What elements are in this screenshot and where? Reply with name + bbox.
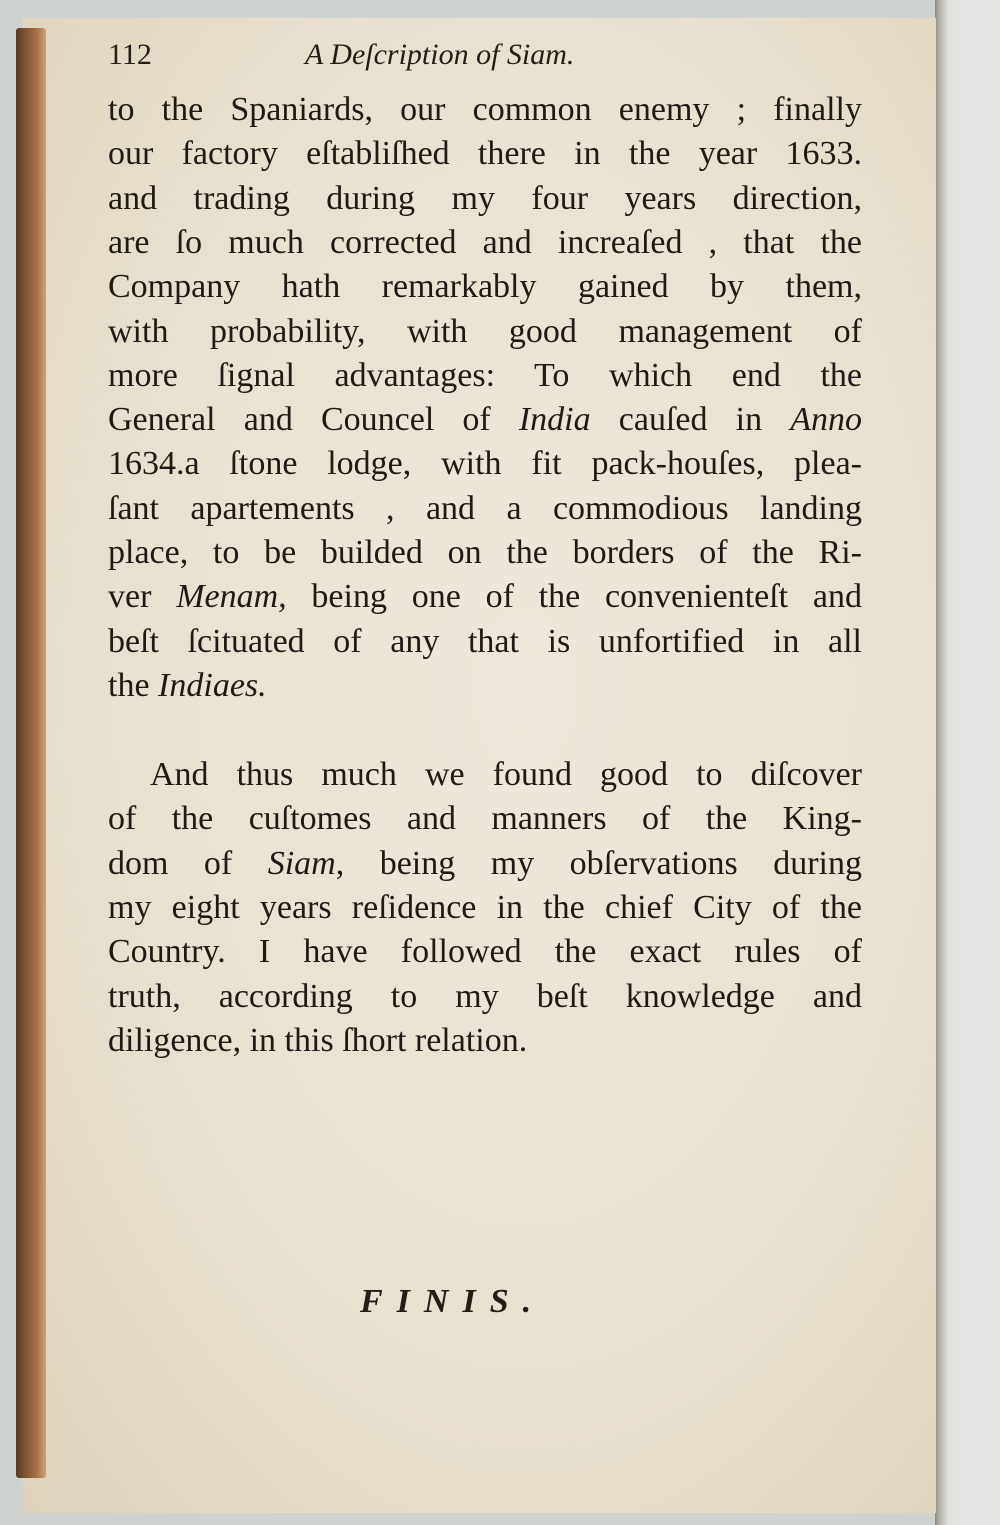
text-line: [108, 842, 862, 886]
text-segment: 1634.a ſtone lodge, with fit pack-houſes, plea-: [108, 445, 862, 483]
text-line: [108, 310, 862, 354]
text-segment: ver: [108, 578, 177, 616]
text-line: [108, 398, 862, 442]
page-number: 112: [108, 38, 152, 71]
adjacent-page-edge: [935, 0, 1000, 1525]
text-line: [108, 354, 862, 398]
text-line: [108, 575, 862, 619]
text-line: [108, 664, 862, 708]
text-segment: truth, according to my beſt knowledge and: [108, 977, 862, 1015]
text-segment: being one of the convenienteſt and: [286, 578, 862, 616]
running-title: A Deſcription of Siam.: [305, 38, 575, 71]
text-line: [108, 886, 862, 930]
italic-text: Indiaes.: [158, 666, 267, 704]
italic-text: Siam: [267, 844, 336, 882]
text-segment: place, to be builded on the borders of the Ri-: [108, 534, 862, 571]
text-segment: more ſignal advantages: To which end the: [108, 356, 862, 394]
italic-text: Anno: [790, 401, 862, 439]
text-segment: are ſo much corrected and increaſed , that the: [108, 223, 862, 261]
text-segment: diligence, in this ſhort relation.: [108, 1021, 528, 1059]
text-segment: Company hath remarkably gained by them,: [108, 268, 862, 306]
text-segment: our factory eſtabliſhed there in the year 1633.: [108, 135, 862, 173]
text-line: [108, 265, 862, 309]
text-line: [108, 221, 862, 265]
text-line: [108, 177, 862, 221]
text-segment: dom of: [108, 844, 268, 882]
text-segment: of the cuſtomes and manners of the King-: [108, 800, 862, 838]
text-line: [150, 753, 862, 797]
text-segment: to the Spaniards, our common enemy ; finally: [108, 91, 862, 128]
text-line: [108, 88, 862, 132]
italic-text: Menam,: [176, 578, 287, 616]
text-segment: the: [108, 666, 159, 704]
italic-text: India: [518, 401, 591, 439]
text-segment: General and Councel of: [108, 401, 519, 439]
text-segment: and trading during my four years direction,: [108, 179, 862, 217]
text-segment: And thus much we found good to diſcover: [150, 756, 862, 793]
text-segment: , being my obſervations during: [335, 844, 862, 882]
text-line: [108, 620, 862, 664]
text-line: [108, 1019, 862, 1063]
text-line: [108, 930, 862, 974]
text-line: [108, 797, 862, 841]
finis: FINIS.: [360, 1283, 546, 1320]
text-line: [108, 975, 862, 1019]
text-line: [108, 487, 862, 531]
text-line: [108, 531, 862, 575]
text-segment: Country. I have followed the exact rules of: [108, 933, 862, 971]
text-line: [108, 442, 862, 486]
text-segment: my eight years reſidence in the chief City of the: [108, 888, 862, 926]
text-segment: beſt ſcituated of any that is unfortified in all: [108, 622, 862, 660]
text-line: [108, 132, 862, 176]
book-binding: [16, 28, 46, 1478]
text-segment: ſant apartements , and a commodious landing: [108, 489, 862, 527]
text-segment: with probability, with good management of: [108, 312, 862, 350]
text-segment: cauſed in: [590, 401, 791, 439]
